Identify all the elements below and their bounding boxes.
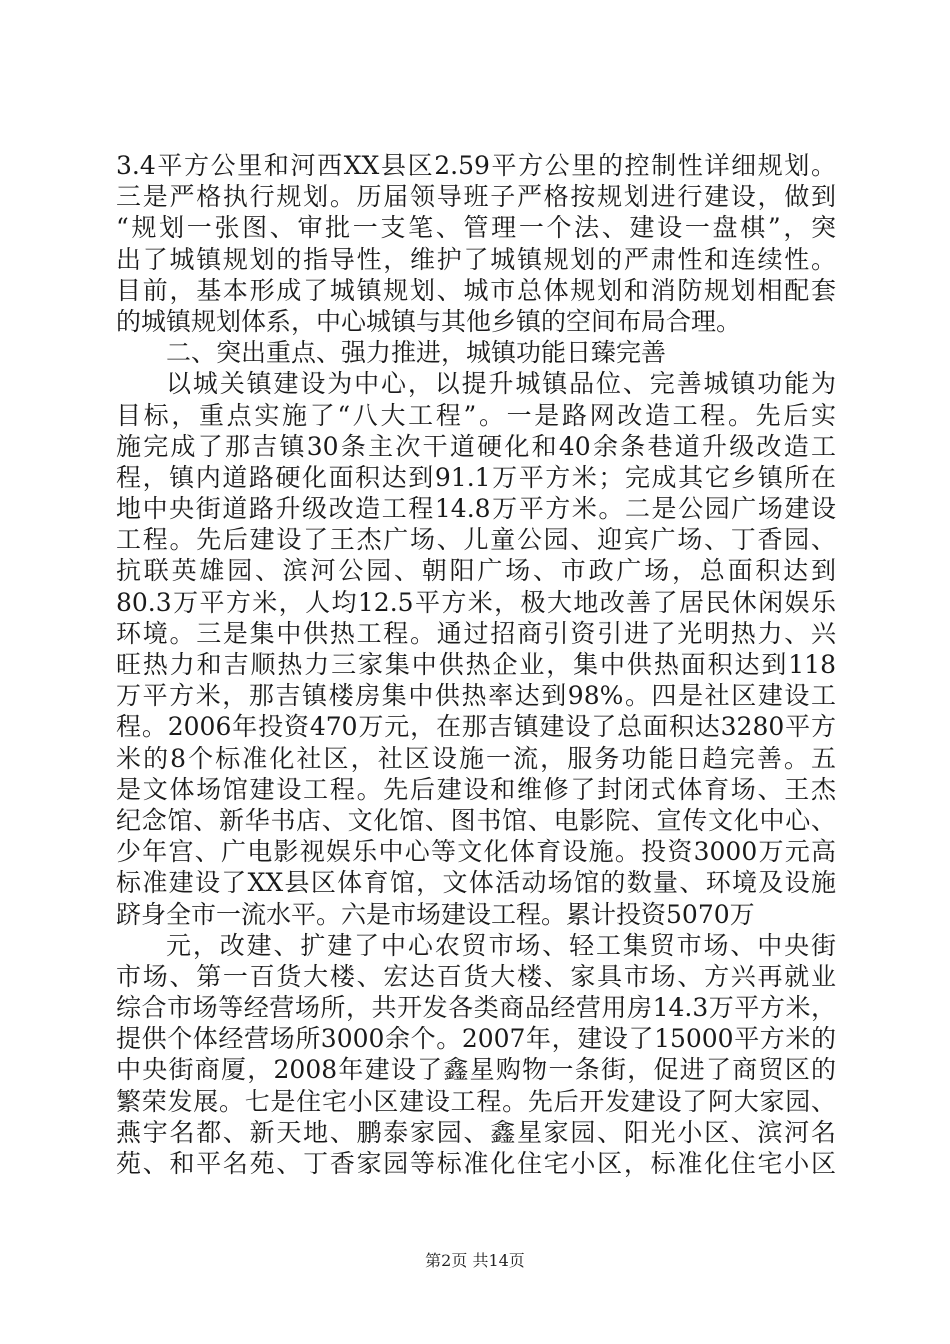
text-line: 目标，重点实施了“八大工程”。一是路网改造工程。先后实 [116,400,836,430]
text-line: 环境。三是集中供热工程。通过招商引资引进了光明热力、兴 [116,618,836,648]
text-line: 米的8个标准化社区，社区设施一流，服务功能日趋完善。五 [116,743,836,773]
document-body [116,150,836,1179]
text-line: 万平方米，那吉镇楼房集中供热率达到98%。四是社区建设工 [116,681,836,711]
text-line: 繁荣发展。七是住宅小区建设工程。先后开发建设了阿大家园、 [116,1086,836,1116]
text-line: 地中央街道路升级改造工程14.8万平方米。二是公园广场建设 [116,494,836,524]
text-line: 跻身全市一流水平。六是市场建设工程。累计投资5070万 [116,899,755,929]
text-line: 燕宇名都、新天地、鹏泰家园、鑫星家园、阳光小区、滨河名 [116,1117,836,1147]
text-line: 旺热力和吉顺热力三家集中供热企业，集中供热面积达到118 [116,650,836,679]
text-line: 标准建设了XX县区体育馆，文体活动场馆的数量、环境及设施 [116,868,836,898]
page-number-footer: 第2页 共14页 [425,1251,525,1270]
text-line: 3.4平方公里和河西XX县区2.59平方公里的控制性详细规划。 [116,151,836,180]
text-line: 施完成了那吉镇30条主次干道硬化和40余条巷道升级改造工 [116,431,836,461]
text-line: “规划一张图、审批一支笔、管理一个法、建设一盘棋”，突 [116,213,836,243]
text-line: 三是严格执行规划。历届领导班子严格按规划进行建设，做到 [116,182,836,212]
text-line: 少年宫、广电影视娱乐中心等文化体育设施。投资3000万元高 [116,837,836,867]
text-line: 工程。先后建设了王杰广场、儿童公园、迎宾广场、丁香园、 [116,525,836,555]
text-line: 元，改建、扩建了中心农贸市场、轻工集贸市场、中央街 [166,930,836,960]
text-line: 目前，基本形成了城镇规划、城市总体规划和消防规划相配套 [116,275,836,305]
text-line: 程，镇内道路硬化面积达到91.1万平方米；完成其它乡镇所在 [116,462,836,492]
text-line: 抗联英雄园、滨河公园、朝阳广场、市政广场，总面积达到 [116,556,836,586]
text-line: 出了城镇规划的指导性，维护了城镇规划的严肃性和连续性。 [116,244,836,274]
text-line: 综合市场等经营场所，共开发各类商品经营用房14.3万平方米， [116,993,836,1023]
text-line: 以城关镇建设为中心，以提升城镇品位、完善城镇功能为 [166,369,836,399]
text-line: 程。2006年投资470万元，在那吉镇建设了总面积达3280平方 [116,712,836,742]
text-line: 的城镇规划体系，中心城镇与其他乡镇的空间布局合理。 [116,306,742,336]
text-line: 提供个体经营场所3000余个。2007年，建设了15000平方米的 [116,1024,836,1054]
section-heading: 二、突出重点、强力推进，城镇功能日臻完善 [166,338,667,368]
text-line: 纪念馆、新华书店、文化馆、图书馆、电影院、宣传文化中心、 [116,805,836,835]
text-line: 中央街商厦，2008年建设了鑫星购物一条街，促进了商贸区的 [116,1055,836,1085]
text-line: 80.3万平方米，人均12.5平方米，极大地改善了居民休闲娱乐 [116,587,836,617]
text-line: 市场、第一百货大楼、宏达百货大楼、家具市场、方兴再就业 [116,961,836,991]
text-line: 苑、和平名苑、丁香家园等标准化住宅小区，标准化住宅小区 [116,1149,836,1178]
text-line: 是文体场馆建设工程。先后建设和维修了封闭式体育场、王杰 [116,774,836,804]
